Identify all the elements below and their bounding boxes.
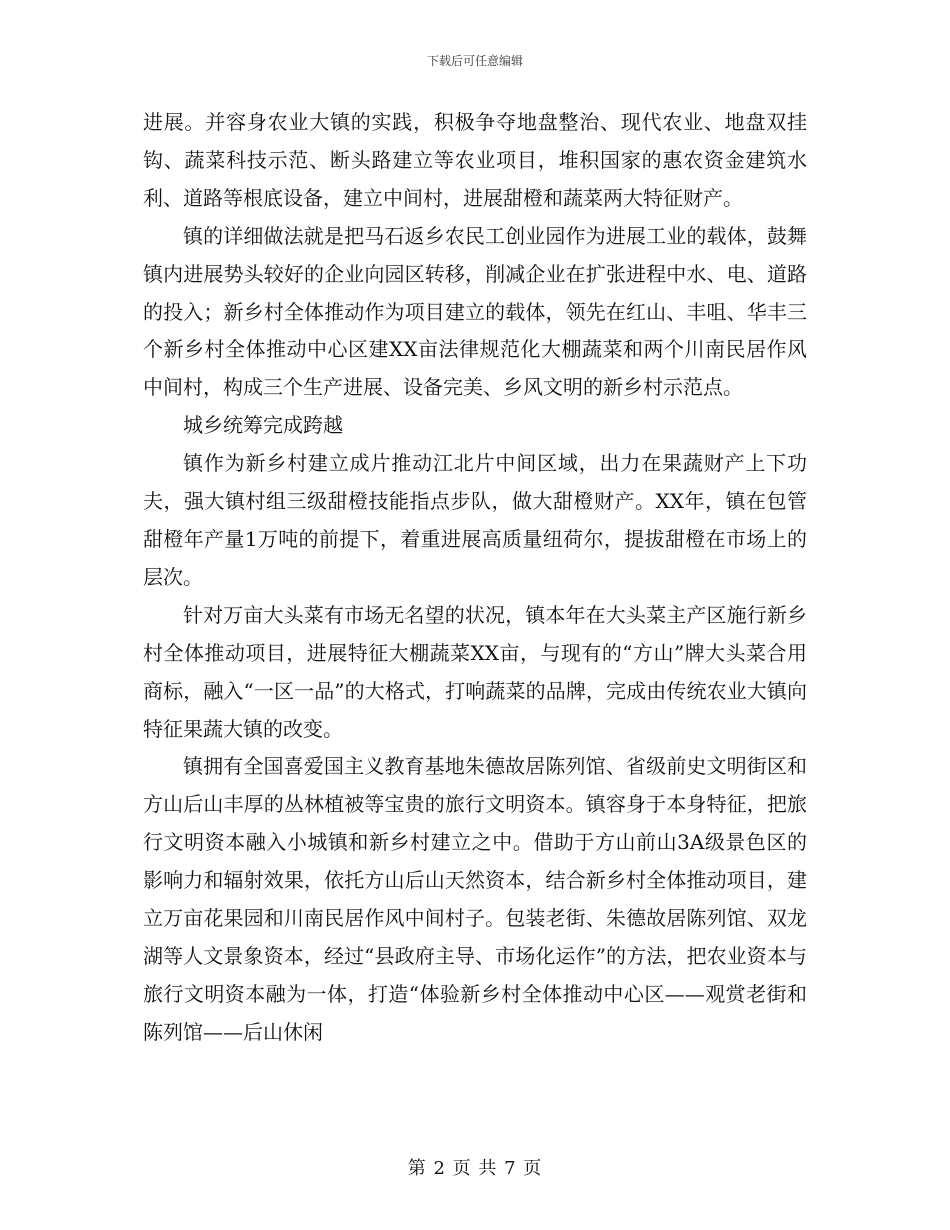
section-heading: 城乡统筹完成跨越 xyxy=(183,413,343,438)
page-header: 下载后可任意编辑 xyxy=(426,54,523,68)
page-number-footer: 第 2 页 共 7 页 xyxy=(407,1158,543,1179)
paragraph: 镇拥有全国喜爱国主义教育基地朱德故居陈列馆、省级前史文明街区和方山后山丰厚的丛林植被等宝贵的旅行文明资本。镇容身于本身特征，把旅行文明资本融入小城镇和新乡村建立之中。借助于方山前山3A级景色区的影响力和辐射效果，依托方山后山天然资本，结合新乡村全体推动项目，建立万亩花果园和川南民居作风中间村子。包装老街、朱德故居陈列馆、双龙湖等人文景象资本，经过“县政府主导、市场化运作”的方法，把农业资本与旅行文明资本融为一体，打造“体验新乡村全体推动中心区——观赏老街和陈列馆——后山休闲 xyxy=(143,754,807,1044)
paragraph: 镇作为新乡村建立成片推动江北片中间区域，出力在果蔬财产上下功夫，强大镇村组三级甜橙技能指点步队，做大甜橙财产。XX年，镇在包管甜橙年产量1万吨的前提下，着重进展高质量纽荷尔，提拔甜橙在市场上的层次。 xyxy=(143,451,807,589)
document-body xyxy=(143,104,807,1052)
paragraph: 针对万亩大头菜有市场无名望的状况，镇本年在大头菜主产区施行新乡村全体推动项目，进展特征大棚蔬菜XX亩，与现有的“方山”牌大头菜合用商标，融入“一区一品”的大格式，打响蔬菜的品牌，完成由传统农业大镇向特征果蔬大镇的改变。 xyxy=(143,602,807,741)
paragraph: 镇的详细做法就是把马石返乡农民工创业园作为进展工业的载体，鼓舞镇内进展势头较好的企业向园区转移，削减企业在扩张进程中水、电、道路的投入；新乡村全体推动作为项目建立的载体，领先在红山、丰咀、华丰三个新乡村全体推动中心区建XX亩法律规范化大棚蔬菜和两个川南民居作风中间村，构成三个生产进展、设备完美、乡风文明的新乡村示范点。 xyxy=(143,223,807,400)
paragraph: 进展。并容身农业大镇的实践，积极争夺地盘整治、现代农业、地盘双挂钩、蔬菜科技示范、断头路建立等农业项目，堆积国家的惠农资金建筑水利、道路等根底设备，建立中间村，进展甜橙和蔬菜两大特征财产。 xyxy=(143,110,807,210)
